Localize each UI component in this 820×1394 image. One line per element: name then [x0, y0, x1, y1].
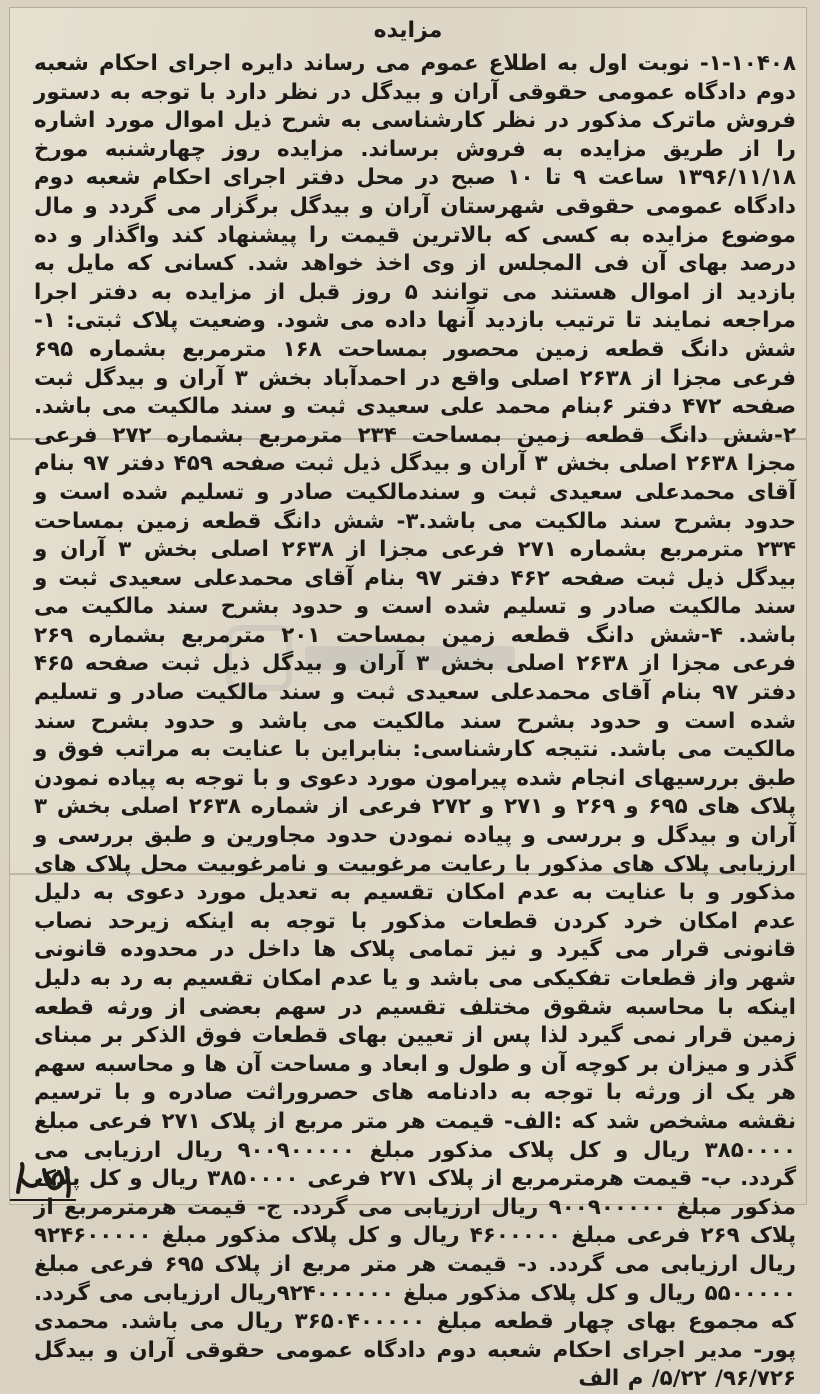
handwritten-stamp — [10, 1158, 76, 1202]
notice-body: ۱-۱۰۴۰۸- نوبت اول به اطلاع عموم می رساند دایره اجرای احکام شعبه دوم دادگاه عمومی حقوقی آران و بیدگل در نظر دارد با توجه به دستور فروش ماترک مذکور در نظر کارشناسی به شرح ذیل اموال مورد اشاره را از طریق مزایده به فروش برساند. مزایده روز چهارشنبه مورخ ۱۳۹۶/۱۱/۱۸ ساعت ۹ تا ۱۰ صبح در محل دفتر اجرای احکام شعبه دوم دادگاه عمومی حقوقی شهرستان آران و بیدگل برگزار می گردد و مال موضوع مزایده به کسی که بالاترین قیمت را پیشنهاد کند واگذار و ده درصد بهای آن فی المجلس از وی اخذ خواهد شد. کسانی که مایل به بازدید از اموال هستند می توانند ۵ روز قبل از مزایده به دفتر اجرا مراجعه نمایند تا ترتیب بازدید آنها داده می شود. وضعیت پلاک ثبتی: ۱-شش دانگ قطعه زمین محصور بمساحت ۱۶۸ مترمربع بشماره ۶۹۵ فرعی مجزا از ۲۶۳۸ اصلی واقع در احمدآباد بخش ۳ آران و بیدگل ثبت صفحه ۴۷۲ دفتر ۶بنام محمد علی سعیدی ثبت و سند مالکیت می باشد. ۲-شش دانگ قطعه زمین بمساحت ۲۳۴ مترمربع بشماره ۲۷۲ فرعی مجزا ۲۶۳۸ اصلی بخش ۳ آران و بیدگل ذیل ثبت صفحه ۴۵۹ دفتر ۹۷ بنام آقای محمدعلی سعیدی ثبت و سندمالکیت صادر و تسلیم شده است و حدود بشرح سند مالکیت می باشد.۳- شش دانگ قطعه زمین بمساحت ۲۳۴ مترمربع بشماره ۲۷۱ فرعی مجزا از ۲۶۳۸ اصلی بخش ۳ آران و بیدگل ذیل ثبت صفحه ۴۶۲ دفتر ۹۷ بنام آقای محمدعلی سعیدی ثبت و سند مالکیت صادر و تسلیم شده است و حدود بشرح سند مالکیت می باشد. ۴-شش دانگ قطعه زمین بمساحت ۲۰۱ مترمربع بشماره ۲۶۹ فرعی مجزا از ۲۶۳۸ اصلی بخش ۳ آران و بیدگل ذیل ثبت صفحه ۴۶۵ دفتر ۹۷ بنام آقای محمدعلی سعیدی ثبت و سند مالکیت صادر و تسلیم شده است و حدود بشرح سند مالکیت می باشد و حدود بشرح سند مالکیت می باشد. نتیجه کارشناسی: بنابراین با عنایت به مراتب فوق و طبق بررسیهای انجام شده پیرامون مورد دعوی و با توجه به پیاده نمودن پلاک های ۶۹۵ و ۲۶۹ و ۲۷۱ و ۲۷۲ فرعی از شماره ۲۶۳۸ اصلی بخش ۳ آران و بیدگل و بررسی و پیاده نمودن حدود مجاورین و طبق بررسی و ارزیابی پلاک های مذکور با رعایت مرغوبیت و نامرغوبیت محل پلاک های مذکور و با عنایت به عدم امکان تقسیم به تعدیل مورد دعوی به دلیل عدم امکان خرد کردن قطعات مذکور با توجه به اینکه زیرحد نصاب قانونی قرار می گیرد و نیز تمامی پلاک ها داخل در محدوده قانونی شهر واز قطعات تفکیکی می باشد و یا عدم امکان تقسیم به رد به دلیل اینکه با محاسبه شقوق مختلف تقسیم در سهم بعضی از ورثه قطعه زمین قرار نمی گیرد لذا پس از تعیین بهای قطعات فوق الذکر بر مبنای گذر و میزان بر کوچه آن و طول و ابعاد و مساحت آن ها و محاسبه سهم هر یک از ورثه با توجه به دادنامه های حصروراثت صادره و با ترسیم نقشه مشخص شد که :الف- قیمت هر متر مربع از پلاک ۲۷۱ فرعی مبلغ ۳۸۵۰۰۰۰ ریال و کل پلاک مذکور مبلغ ۹۰۰۹۰۰۰۰۰ ریال ارزیابی می گردد. ب- قیمت هرمترمربع از پلاک ۲۷۱ فرعی ۳۸۵۰۰۰۰ ریال و کل پلاک مذکور مبلغ ۹۰۰۹۰۰۰۰۰ ریال ارزیابی می گردد. ج- قیمت هرمترمربع از پلاک ۲۶۹ فرعی مبلغ ۴۶۰۰۰۰۰ ریال و کل پلاک مذکور مبلغ ۹۲۴۶۰۰۰۰۰ ریال ارزیابی می گردد. د- قیمت هر متر مربع از پلاک ۶۹۵ فرعی مبلغ ۵۵۰۰۰۰۰ ریال و کل پلاک مذکور مبلغ ۹۲۴۰۰۰۰۰۰ریال ارزیابی می گردد. که مجموع بهای چهار قطعه مبلغ ۳۶۵۰۴۰۰۰۰۰ ریال می باشد. محمدی پور- مدیر اجرای احکام شعبه دوم دادگاه عمومی حقوقی آران و بیدگل ۹۶/۷۲۶/ ۵/۲۲/ م الف — [34, 51, 797, 1392]
notice-title: مزایده — [373, 18, 443, 43]
newspaper-clipping — [10, 8, 806, 1392]
